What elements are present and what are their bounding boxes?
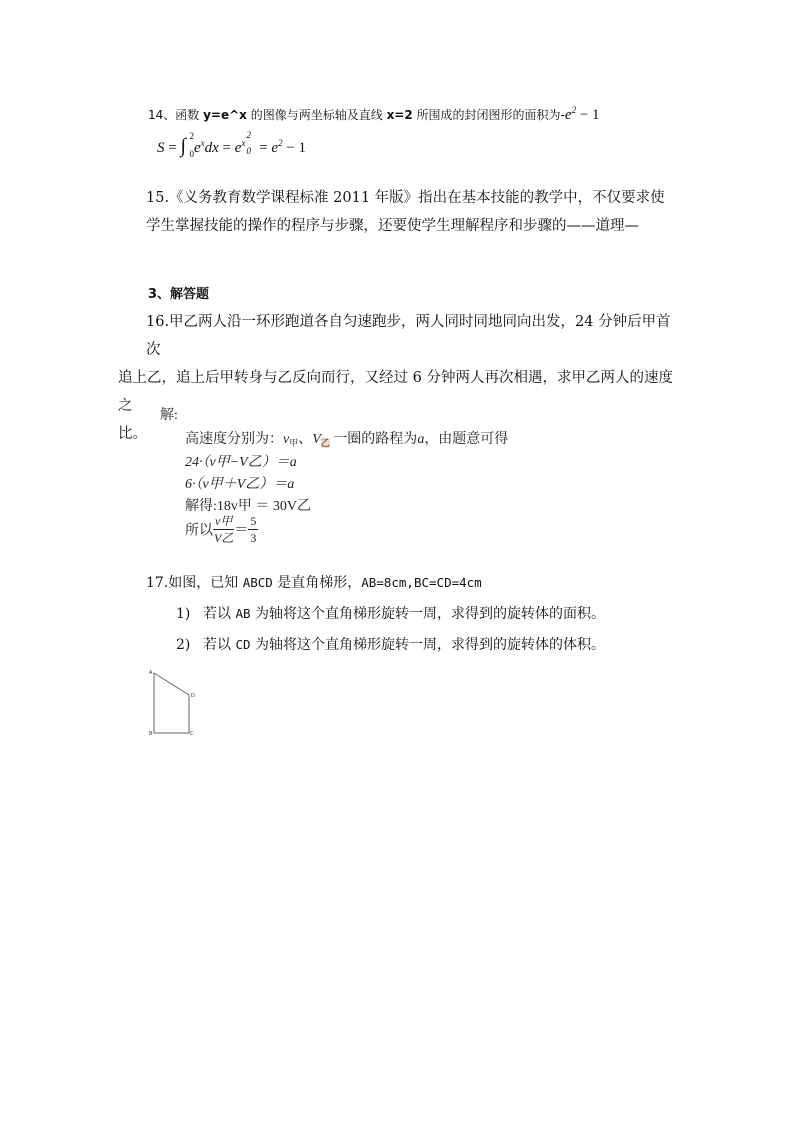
q14-function: y=e^x (203, 108, 247, 122)
q14-number: 14、 (148, 108, 176, 122)
q17-item-2-text-b: 为轴将这个直角梯形旋转一周，求得到的旋转体的体积。 (250, 637, 605, 653)
q17-item-2 (176, 634, 605, 654)
q17-item-1-axis: AB (235, 606, 251, 621)
sol-lap-text: 一圈的路程为 (329, 432, 418, 447)
sol-result-fraction (248, 513, 258, 546)
q17-intro-a: 17.如图，已知 (146, 575, 243, 591)
section-3-heading: 3、解答题 (148, 287, 210, 302)
eq-e2: e (271, 140, 279, 156)
question-15: 15.《义务教育数学课程标准 2011 年版》指出在基本技能的教学中，不仅要求使学生掌握技能的操作的程序与步骤，还要使学生理解程序和步骤的——道理— (146, 190, 665, 234)
q14-text-b: 的图像与两坐标轴及直线 (246, 108, 387, 122)
vertex-b-label: B (149, 731, 153, 737)
q17-item-1-text-a: 若以 (203, 606, 236, 622)
sol-result-den: 3 (250, 531, 257, 545)
q17-intro-d: AB=8cm,BC=CD=4cm (361, 575, 482, 590)
q14-answer-tail: − 1 (576, 107, 600, 123)
q14-line: x=2 (386, 108, 413, 122)
sol-v2: V (312, 432, 321, 447)
eq-equals-1: = (164, 140, 181, 156)
eq-eval-exp: x (241, 138, 246, 148)
eq-integrand: e (193, 140, 201, 156)
vertex-d-label: D (191, 693, 195, 699)
q17-intro-b: ABCD (242, 575, 273, 590)
sol-v1-sub: 甲 (289, 438, 299, 448)
q17-item-1-text-b: 为轴将这个直角梯形旋转一周，求得到的旋转体的面积。 (250, 606, 605, 622)
eq-dx: dx (204, 140, 219, 156)
sol-v1: v (283, 432, 290, 447)
question-17 (146, 572, 482, 592)
eval-lower: 0 (246, 146, 251, 156)
q17-item-1 (176, 603, 605, 623)
q17-item-2-axis: CD (235, 637, 251, 652)
eval-bounds (245, 130, 255, 156)
q14-answer-exp: 2 (571, 105, 577, 115)
integral-symbol: ∫ (180, 135, 186, 157)
q14-answer-dash: - (560, 108, 565, 122)
q16-solution-line-4: 解得:18v甲 ＝ 30V乙 (185, 499, 311, 514)
q16-solution-line-3: 6·（v甲＋V乙）＝a (185, 477, 295, 492)
sol-result-num: 5 (250, 514, 257, 528)
sol-therefore: 所以 (185, 523, 213, 539)
eq-minus-one: − 1 (282, 140, 307, 156)
eq-equals-2: = (218, 140, 235, 156)
integral-sign (180, 131, 194, 159)
q16-solution-label: 解: (160, 408, 178, 423)
vertex-c-label: C (190, 731, 194, 737)
question-14 (148, 105, 600, 124)
sol-condition: ，由题意可得 (424, 432, 509, 447)
trapezoid-figure (146, 666, 206, 740)
sol-ratio-fraction (213, 513, 234, 546)
q16-line-1: 16.甲乙两人沿一环形跑道各自匀速跑步，两人同时同地同向出发，24 分钟后甲首次 (146, 314, 671, 358)
q14-text-c: 所围成的封闭图形的面积为 (412, 108, 561, 122)
eval-upper: 2 (246, 130, 251, 140)
integral-upper: 2 (189, 131, 194, 141)
eq-e: e (234, 140, 242, 156)
q14-equation (157, 130, 307, 159)
q16-solution-line-5 (185, 513, 258, 546)
eq-equals-3: = (255, 140, 272, 156)
eq-s: S (157, 140, 165, 156)
integral-lower: 0 (189, 149, 194, 159)
trapezoid-shape (154, 673, 189, 733)
sol-frac-num: v甲 (215, 514, 233, 528)
question-16 (118, 308, 678, 448)
vertex-a-label: A (149, 670, 153, 676)
sol-a: a (417, 432, 425, 447)
sol-v2-sub: 乙 (320, 438, 330, 448)
q14-answer-e: e (564, 107, 572, 123)
q16-solution-line-1 (185, 428, 508, 449)
sol-intro: 高速度分别为： (185, 432, 283, 447)
q17-item-1-num: 1) (176, 606, 191, 622)
sol-frac-den: V乙 (213, 531, 234, 545)
q17-intro-c: 是直角梯形， (272, 575, 362, 591)
q16-solution-line-2: 24·（v甲−V乙）＝a (185, 455, 297, 470)
eq-integrand-exp: x (200, 138, 205, 148)
q17-item-2-text-a: 若以 (203, 637, 236, 653)
q17-item-2-num: 2) (176, 637, 191, 653)
sol-equals: ＝ (234, 523, 249, 539)
sol-separator: 、 (298, 432, 313, 447)
q16-line-2: 追上乙，追上后甲转身与乙反向而行，又经过 6 分钟两人再次相遇，求甲乙两人的速度之 (118, 370, 673, 414)
eq-e2-exp: 2 (278, 138, 283, 148)
q14-text-a: 函数 (175, 108, 204, 122)
q16-line-3: 比。 (118, 426, 147, 442)
